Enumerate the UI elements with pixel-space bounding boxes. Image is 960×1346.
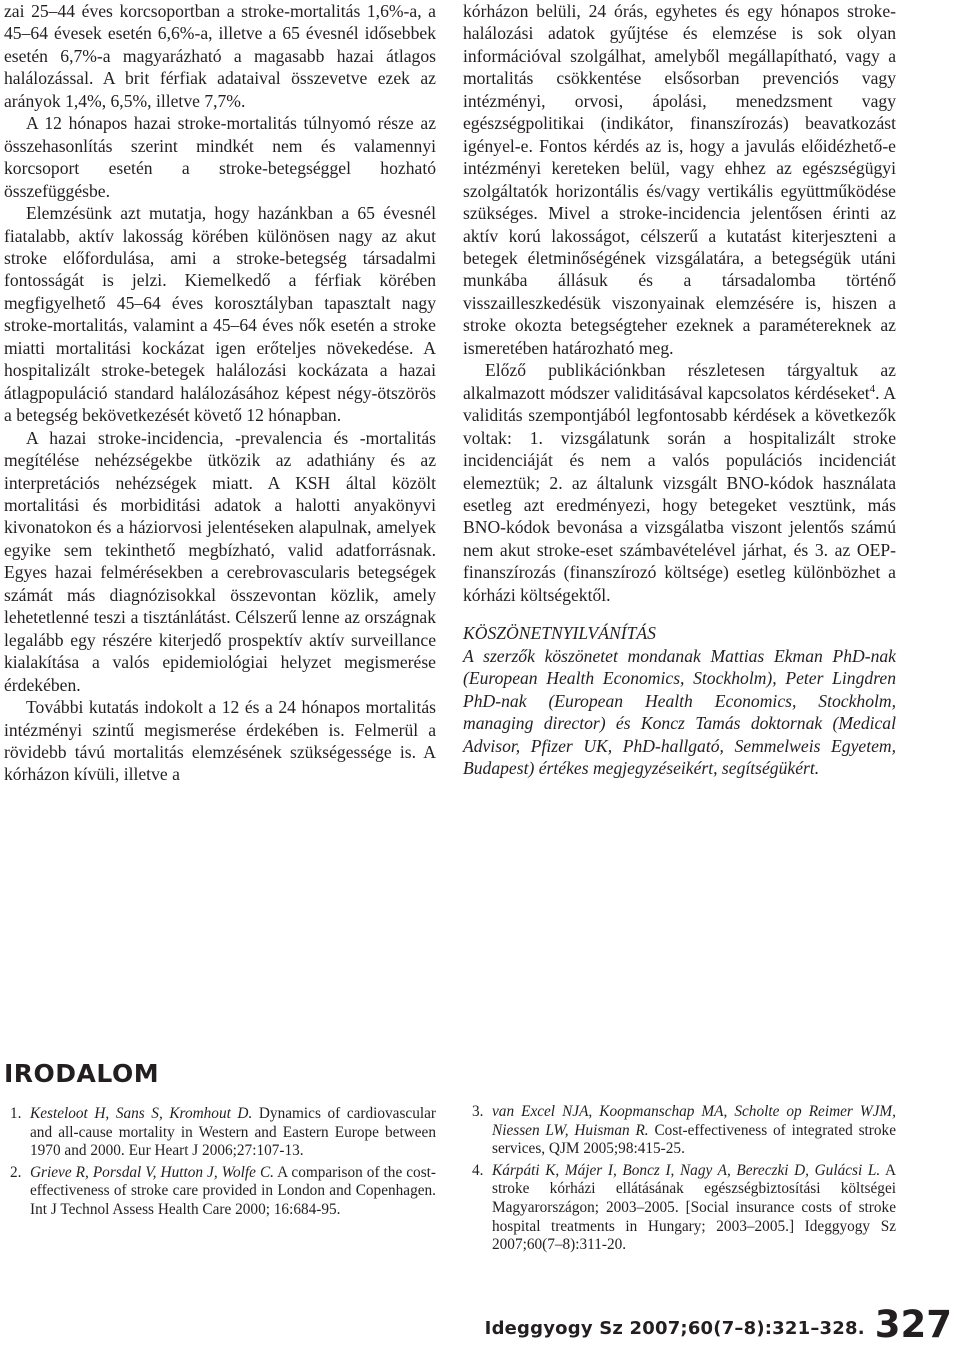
journal-citation: Ideggyogy Sz 2007;60(7–8):321–328. (484, 1318, 865, 1339)
paragraph: kórházon belüli, 24 órás, egyhetes és egy hónapos stroke-halálozási adatok gyűjtése és elemzése is sok olyan információval szolgálhat, amelyből megállapítható, vagy a mortalitás csökkentése elsősorban prevenciós vagy intézményi, orvosi, ápolási, menedzsment vagy egészségpolitikai (indikátor, finanszírozás) beavatkozást igényel-e. Fontos kérdés az is, hogy a javulás előidézhető-e intézményi kereteken belül, vagy ehhez az egészségügyi szolgáltatók horizontális és/vagy vertikális együttműködése szükséges. Mivel a stroke-incidencia jelentősen érinti az aktív korú lakosságot, célszerű a kutatást kiterjeszteni a betegek életminőségének vizsgálatára, a betegségük utáni munkába állásuk és a társadalomba történő visszailleszkedésük viszonyainak elemzésére is, hiszen a stroke okozta betegségteher ezeknek a paramétereknek az ismeretében határozható meg. (463, 1, 896, 358)
paragraph: A 12 hónapos hazai stroke-mortalitás túlnyomó része az összehasonlítás szerint mindkét nem és valamennyi korcsoport esetén a stroke-betegséggel hozható összefüggésbe. (4, 113, 436, 201)
paragraph-text: Előző publikációnkban részletesen tárgyaltuk az alkalmazott módszer validitásával kapcsolatos kérdéseket (463, 360, 896, 403)
paragraph: A hazai stroke-incidencia, -prevalencia és -mortalitás megítélése nehézségekbe ütközik az adathiány és az interpretációs nehézségek miatt. A KSH által közölt mortalitási és morbiditási adatok a halotti anyakönyvi kivonatokon és a háziorvosi jelentéseken alapulnak, amelyek egyike sem tekinthető megbízható, valid adatforrásnak. Egyes hazai felmérésekben a cerebrovascularis betegségek számát más diagnózisokkal összevontan közlik, amely lehetetlenné teszi a tisztánlátást. Célszerű lenne az országnak legalább egy részére kiterjedő prospektív aktív surveillance kialakítása a valós epidemiológiai helyzet megismerése érdekében. (4, 427, 436, 695)
reference-authors: Kárpáti K, Májer I, Boncz I, Nagy A, Bereczki D, Gulácsi L. (492, 1161, 881, 1179)
reference-authors: Kesteloot H, Sans S, Kromhout D. (30, 1105, 253, 1122)
paragraph: További kutatás indokolt a 12 és a 24 hónapos mortalitás intézményi szintű megismerése érdekében is. Felmerül a rövidebb távú mortalitás elemzésének szükségessége is. A kórházon kívüli, illetve a (4, 697, 436, 785)
page-number: 327 (874, 1303, 952, 1346)
right-text-column (463, 0, 896, 779)
paragraph-text: . A validitás szempontjából legfontosabb kérdések a következők voltak: 1. vizsgálatunk során a hospitalizált stroke incidenciáját és nem a valós populációs incidenciát elemeztük; 2. az általunk vizsgált BNO-kódok használata esetleg azt eredményezi, hogy betegeket vesztünk, más BNO-kódok bevonása a vizsgálatba viszont jelentős számú nem akut stroke-eset számbavételével járhat, és 3. az OEP-finanszírozás (finanszírozó költsége) esetleg különbözhet a kórházi költségektől. (463, 382, 896, 605)
reference-item (472, 1162, 896, 1255)
reference-authors: Grieve R, Porsdal V, Hutton J, Wolfe C. (30, 1163, 274, 1181)
reference-text: A stroke kórházi ellátásának egészségbiztosítási költségei Magyarországon; 2003–2005. [Social insurance costs of stroke hospital treatments in Hungary; 2003–2005.] Ideggyogy Sz 2007;60(7–8):311-20. (492, 1161, 896, 1254)
reference-text: Cost-effectiveness of integrated stroke services, QJM 2005;98:415-25. (492, 1121, 896, 1158)
reference-item (472, 1103, 896, 1159)
reference-authors: van Excel NJA, Koopmanschap MA, Scholte op Reimer WJM, Niessen LW, Huisman R. (492, 1103, 896, 1139)
reference-text: A comparison of the cost-effectiveness of stroke care provided in London and Copenhagen. Int J Technol Assess Health Care 2000; 16:684-95. (30, 1163, 437, 1218)
reference-number: 1. (10, 1105, 22, 1122)
page-footer (484, 1303, 952, 1346)
reference-number: 4. (472, 1161, 484, 1179)
reference-item (10, 1105, 436, 1161)
acknowledgements-text: A szerzők köszönetet mondanak Mattias Ekman PhD-nak (European Health Economics, Stockholm), Peter Lingdren PhD-nak (European Health Economics, Stockholm, managing director) és Koncz Tamás doktornak (Medical Advisor, Pfizer UK, PhD-hallgató, Semmelweis Egyetem, Budapest) értékes megjegyzéseikért, segítségükért. (463, 645, 896, 778)
references-heading: IRODALOM (4, 1059, 160, 1088)
reference-list-left (10, 1105, 436, 1223)
paragraph (463, 359, 896, 606)
reference-item (10, 1164, 436, 1220)
paragraph: zai 25–44 éves korcsoportban a stroke-mortalitás 1,6%-a, a 45–64 évesek esetén 6,6%-a, illetve a 65 évesnél idősebbek esetén 6,7%-a magyarázható a magasabb hazai átlagos halálozással. A brit férfiak adataival összevetve ezek az arányok 1,4%, 6,5%, illetve 7,7%. (4, 1, 436, 111)
paragraph: Elemzésünk azt mutatja, hogy hazánkban a 65 évesnél fiatalabb, aktív lakosság körében különösen nagy az akut stroke előfordulása, ami a stroke-betegség társadalmi fontosságát is jelzi. Kiemelkedő a férfiak körében megfigyelhető 45–64 éves korosztályban tapasztalt nagy stroke-mortalitás, valamint a 45–64 éves nők esetén a stroke miatti mortalitási kockázat igen erőteljes növekedése. A hospitalizált stroke-betegek halálozási kockázata a hazai átlagpopuláció standard halálozásához képest négy-ötszörös a betegség bekövetkezését követő 12 hónapban. (4, 203, 436, 426)
reference-number: 3. (472, 1103, 484, 1120)
reference-text: Dynamics of cardiovascular and all-cause mortality in Western and Eastern Europe between 1970 and 2000. Eur Heart J 2006;27:107-13. (30, 1105, 436, 1160)
citation-superscript: 4 (869, 382, 876, 395)
left-text-column (4, 0, 436, 786)
acknowledgements-heading: KÖSZÖNETNYILVÁNÍTÁS (463, 623, 656, 644)
reference-list-right (472, 1103, 896, 1258)
reference-number: 2. (10, 1163, 22, 1181)
